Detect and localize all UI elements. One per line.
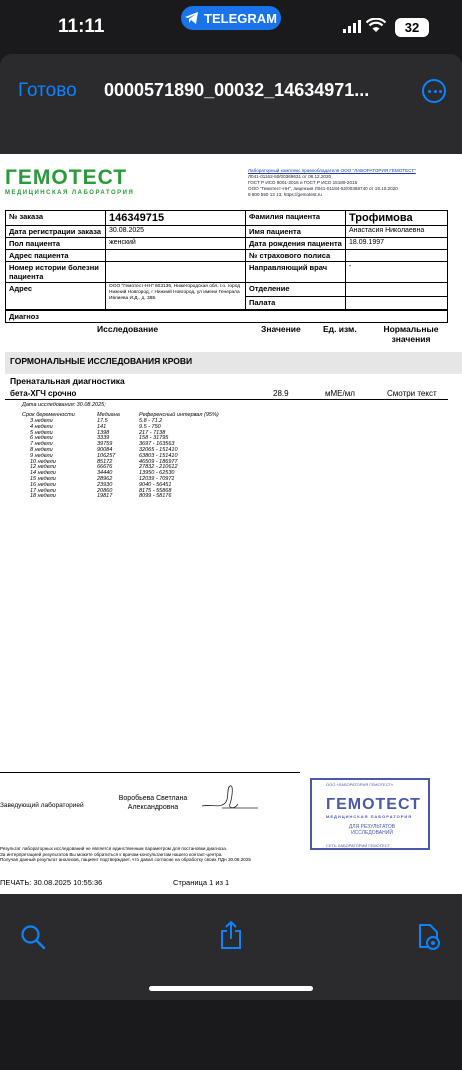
patient-info-table: № заказа 146349715 Фамилия пациента Трофимова Дата регистрации заказа 30.08.2025 Имя пациента Анастасия Николаевна Пол пациента женский Дата рождения пациента 18.09.1997 Адрес пациента № страхового полиса Номер истории болезни пациента Направляющий врач - Адрес ООО "Гемотест-НН" 603136, Нижегородская обл, г.о. город Нижний Новгород, г Нижний Новгород, ул имени Генерала Ивлиева И.Д., д. 38Б Отделение Палата Диагноз bbox=[5, 210, 448, 323]
results-header: Исследование Значение Ед. изм. Нормальные значения bbox=[97, 324, 439, 344]
order-number: 146349715 bbox=[106, 211, 246, 225]
telegram-return-pill[interactable] bbox=[181, 6, 281, 30]
reference-row: 14 недели 34440 13950 - 62530 bbox=[30, 470, 175, 477]
reference-row: 18 недели 19817 8099 - 58176 bbox=[30, 493, 172, 500]
cellular-signal-icon bbox=[343, 20, 361, 33]
reference-row: 7 недели 39759 3697 - 163563 bbox=[30, 441, 175, 448]
print-timestamp: ПЕЧАТЬ: 30.08.2025 10:55:36 bbox=[0, 878, 103, 887]
share-icon[interactable] bbox=[219, 920, 243, 950]
document-footer: Заведующий лабораторией Воробьева Светлана Александровна ООО «ЛАБОРАТОРИЯ ГЕМОТЕСТ» ГЕМОТЕСТ МЕДИЦИНСКАЯ ЛАБОРАТОРИЯ ДЛЯ РЕЗУЛЬТАТОВ ИССЛЕДОВАНИЙ СЕТЬ ЛАБОРАТОРИЙ ГЕМОТЕСТ Результат лабораторных исследований не является единственным параметром для постановки диагноза. За интерпретацией результатов Вы можете обратиться к врачам-консультантам нашего контакт-центра. Получая данный результат анализов, пациент подтверждает, что давал согласие на обработку своих ПДн 30.08.2025 ПЕЧАТЬ: 30.08.2025 10:55:36 Страница 1 из 1 bbox=[0, 772, 462, 894]
subsection-title: Пренатальная диагностика bbox=[10, 376, 125, 386]
dot-icon bbox=[439, 90, 442, 93]
reference-row: 3 недели 17.5 5.8 - 71.2 bbox=[30, 418, 163, 424]
wifi-icon bbox=[366, 18, 386, 33]
done-button[interactable]: Готово bbox=[18, 80, 77, 101]
status-bar bbox=[0, 0, 462, 54]
markup-icon[interactable] bbox=[416, 922, 442, 950]
telegram-icon bbox=[185, 12, 199, 24]
reference-row: 6 недели 3339 158 - 31795 bbox=[30, 435, 169, 442]
reference-table: Срок беременности Медиана Референсный интервал (95%) 3 недели 17.5 5.8 - 71.2 4 недели 141 9.5 - 750 5 недели 1398 217 - 7138 6 недели 3339 158 - 31795 7 недели 39759 3697 - 163563 8 недели 90084 32065 - 151410 9 недели 106257 63803 - 151410 10 недели 85172 46509 - 186977 12 недели 66676 27832 - 210612 14 недели 34440 13950 - 62530 15 недели 28962 12039 - 70971 16 недели 23930 9040 - 56451 17 недели 20860 8175 - 55868 18 недели 19817 8099 - 58176 bbox=[22, 412, 239, 500]
reference-row: 10 недели 85172 46509 - 186977 bbox=[30, 458, 178, 465]
section-title: ГОРМОНАЛЬНЫЕ ИССЛЕДОВАНИЯ КРОВИ bbox=[5, 352, 462, 374]
reference-row: 17 недели 20860 8175 - 55868 bbox=[30, 487, 172, 494]
gemotest-logo: ГЕМОТЕСТ МЕДИЦИНСКАЯ ЛАБОРАТОРИЯ bbox=[5, 166, 135, 196]
dot-icon bbox=[434, 90, 437, 93]
test-value: 28.9 bbox=[273, 389, 289, 398]
reference-row: 5 недели 1398 217 - 7138 bbox=[30, 429, 166, 436]
reference-row: 16 недели 23930 9040 - 56451 bbox=[30, 481, 172, 488]
reference-row: 15 недели 28962 12039 - 70971 bbox=[30, 475, 175, 482]
patient-surname: Трофимова bbox=[349, 212, 413, 224]
viewer-navbar bbox=[0, 54, 462, 130]
disclaimer: Результат лабораторных исследований не является единственным параметром для постановки диагноза. За интерпретацией результатов Вы можете обратиться к врачам-консультантам нашего контакт-центра. Получая данный результат анализов, пациент подтверждает, что давал согласие на обработку своих ПДн 30.08.2025 bbox=[0, 846, 251, 863]
lab-stamp: ООО «ЛАБОРАТОРИЯ ГЕМОТЕСТ» ГЕМОТЕСТ МЕДИЦИНСКАЯ ЛАБОРАТОРИЯ ДЛЯ РЕЗУЛЬТАТОВ ИССЛЕДОВАНИЙ СЕТЬ ЛАБОРАТОРИЙ ГЕМОТЕСТ bbox=[310, 778, 430, 850]
test-date: Дата исследования: 30.08.2025; bbox=[22, 402, 106, 408]
more-options-button[interactable] bbox=[422, 79, 446, 103]
test-result-row: бета-ХГЧ срочно 28.9 мМЕ/мл Смотри текст bbox=[5, 388, 448, 400]
reference-row: 9 недели 106257 63803 - 151410 bbox=[30, 452, 178, 459]
telegram-pill-label: TELEGRAM bbox=[204, 10, 277, 26]
search-icon[interactable] bbox=[20, 924, 46, 950]
status-time: 11:11 bbox=[58, 16, 105, 37]
viewer-toolbar bbox=[0, 920, 462, 1070]
dot-icon bbox=[428, 90, 431, 93]
document-page[interactable] bbox=[0, 154, 462, 894]
signature-icon bbox=[200, 780, 260, 814]
home-indicator bbox=[149, 986, 313, 991]
reference-row: 12 недели 66676 27832 - 210612 bbox=[30, 464, 178, 471]
battery-indicator: 32 bbox=[395, 18, 429, 37]
document-title: 0000571890_00032_14634971... bbox=[104, 80, 370, 100]
reference-row: 4 недели 141 9.5 - 750 bbox=[30, 423, 161, 430]
page-indicator: Страница 1 из 1 bbox=[173, 878, 230, 887]
lab-info: Лабораторный комплекс правообладателя ООО "ЛАБОРАТОРИЯ ГЕМОТЕСТ" Л041-01162-50/00369631 от 08.12.2020 ГОСТ Р ИСО 9001-2015 и ГОСТ Р ИСО 15189-2015 ООО "Гемотест-НН", лицензия Л041-01184-52/00368740 от 19.10.2020 8 800 550 13 13, https://gemotest.ru bbox=[248, 168, 416, 197]
document-viewer bbox=[0, 54, 462, 1000]
reference-row: 8 недели 90084 32065 - 151410 bbox=[30, 446, 178, 453]
